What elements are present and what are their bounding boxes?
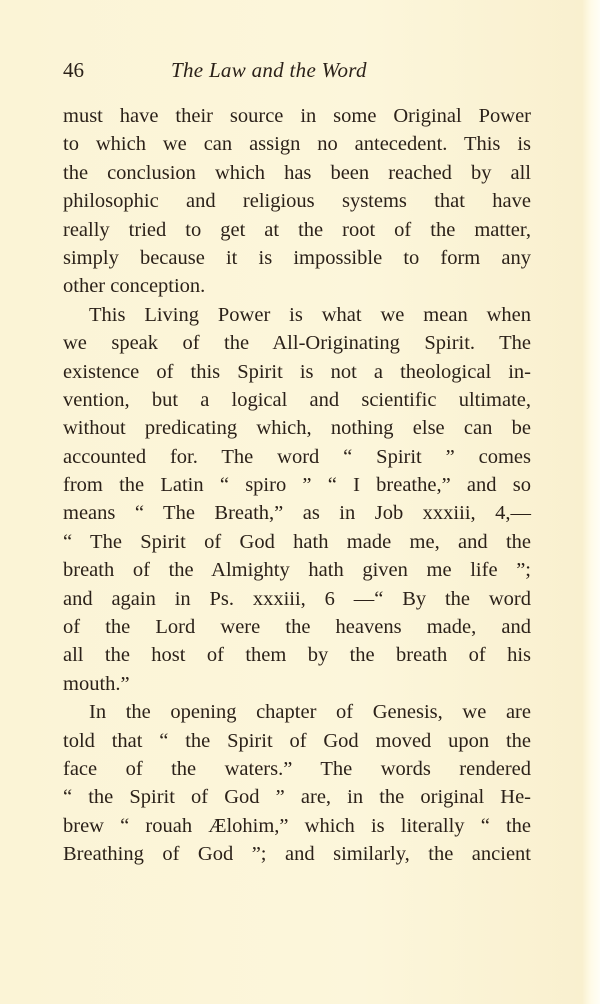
text-line: other conception.	[63, 275, 206, 298]
text-line: brew “ rouah Ælohim,” which is literally “ the	[63, 814, 531, 837]
text-line: of the Lord were the heavens made, and	[63, 616, 531, 639]
text-line: In the opening chapter of Genesis, we are	[89, 701, 531, 724]
text-line: simply because it is impossible to form any	[63, 246, 531, 269]
text-line: “ the Spirit of God ” are, in the original He-	[63, 786, 531, 809]
text-line: means “ The Breath,” as in Job xxxiii, 4,—	[63, 502, 531, 525]
text-line: to which we can assign no antecedent. This is	[63, 133, 531, 156]
text-line: face of the waters.” The words rendered	[63, 757, 531, 780]
text-line: Breathing of God ”; and similarly, the ancient	[63, 843, 531, 866]
page-number: 46	[63, 58, 84, 82]
text-line: without predicating which, nothing else can be	[63, 417, 531, 440]
text-line: vention, but a logical and scientific ultimate,	[63, 388, 531, 411]
text-line: breath of the Almighty hath given me life ”;	[63, 559, 531, 582]
text-line: all the host of them by the breath of his	[63, 644, 531, 667]
text-line: “ The Spirit of God hath made me, and the	[63, 530, 531, 553]
text-line: accounted for. The word “ Spirit ” comes	[63, 445, 531, 468]
running-header	[63, 58, 533, 88]
text-line: from the Latin “ spiro ” “ I breathe,” and so	[63, 474, 531, 497]
text-line: existence of this Spirit is not a theological in-	[63, 360, 531, 383]
text-line: the conclusion which has been reached by all	[63, 161, 531, 184]
text-line: must have their source in some Original Power	[63, 105, 531, 127]
text-line: mouth.”	[63, 672, 130, 695]
page-body-text	[63, 102, 531, 869]
text-line: really tried to get at the root of the matter,	[63, 218, 531, 241]
text-line: philosophic and religious systems that have	[63, 190, 531, 213]
running-title: The Law and the Word	[171, 58, 367, 82]
text-line: told that “ the Spirit of God moved upon the	[63, 729, 531, 752]
text-line: and again in Ps. xxxiii, 6 —“ By the word	[63, 587, 531, 610]
text-line: This Living Power is what we mean when	[89, 303, 531, 326]
text-line: we speak of the All-Originating Spirit. The	[63, 332, 531, 355]
